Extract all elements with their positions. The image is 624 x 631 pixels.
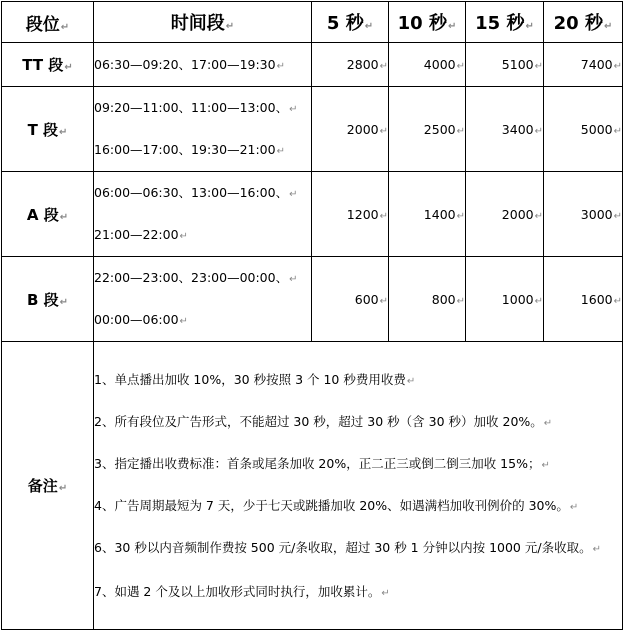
price-5s: 1200↵ [312, 172, 389, 257]
price-10s: 2500↵ [389, 87, 466, 172]
price-15s: 1000↵ [466, 257, 544, 342]
header-5s: 5 秒↵ [312, 2, 389, 43]
note-item: 1、单点播出加收 10%，30 秒按照 3 个 10 秒费用收费↵ [94, 371, 416, 387]
segment-label: T 段↵ [2, 87, 94, 172]
price-15s: 3400↵ [466, 87, 544, 172]
time-range: 06:00—06:30、13:00—16:00、↵ 21:00—22:00↵ [94, 172, 312, 257]
table-row [2, 172, 623, 257]
price-20s: 3000↵ [544, 172, 623, 257]
header-20s: 20 秒↵ [544, 2, 623, 43]
table-row [2, 87, 623, 172]
price-10s: 1400↵ [389, 172, 466, 257]
note-item: 3、指定播出收费标准：首条或尾条加收 20%，正二正三或倒二倒三加收 15%；↵ [94, 455, 550, 471]
price-10s: 800↵ [389, 257, 466, 342]
note-item: 7、如遇 2 个及以上加收形式同时执行，加收累计。↵ [94, 583, 390, 599]
notes-row [2, 342, 623, 630]
price-5s: 600↵ [312, 257, 389, 342]
table-row [2, 43, 623, 87]
time-range: 06:30—09:20、17:00—19:30↵ [94, 43, 312, 87]
price-5s: 2800↵ [312, 43, 389, 87]
notes-content [94, 342, 623, 630]
header-time: 时间段↵ [94, 2, 312, 43]
note-item: 2、所有段位及广告形式，不能超过 30 秒，超过 30 秒（含 30 秒）加收 20%。↵ [94, 413, 553, 429]
table-row [2, 257, 623, 342]
price-5s: 2000↵ [312, 87, 389, 172]
price-15s: 5100↵ [466, 43, 544, 87]
header-row [2, 2, 623, 43]
header-15s: 15 秒↵ [466, 2, 544, 43]
segment-label: B 段↵ [2, 257, 94, 342]
time-range: 09:20—11:00、11:00—13:00、↵ 16:00—17:00、19:30—21:00↵ [94, 87, 312, 172]
price-20s: 7400↵ [544, 43, 623, 87]
note-item: 4、广告周期最短为 7 天，少于七天或跳播加收 20%、如遇满档加收刊例价的 30%。↵ [94, 497, 579, 513]
time-range: 22:00—23:00、23:00—00:00、↵ 00:00—06:00↵ [94, 257, 312, 342]
price-15s: 2000↵ [466, 172, 544, 257]
notes-label: 备注↵ [2, 342, 94, 630]
segment-label: A 段↵ [2, 172, 94, 257]
note-item: 6、30 秒以内音频制作费按 500 元/条收取，超过 30 秒 1 分钟以内按 1000 元/条收取。↵ [94, 539, 601, 555]
rate-table [1, 1, 623, 630]
segment-label: TT 段↵ [2, 43, 94, 87]
header-10s: 10 秒↵ [389, 2, 466, 43]
price-10s: 4000↵ [389, 43, 466, 87]
header-segment: 段位↵ [2, 2, 94, 43]
price-20s: 1600↵ [544, 257, 623, 342]
price-20s: 5000↵ [544, 87, 623, 172]
